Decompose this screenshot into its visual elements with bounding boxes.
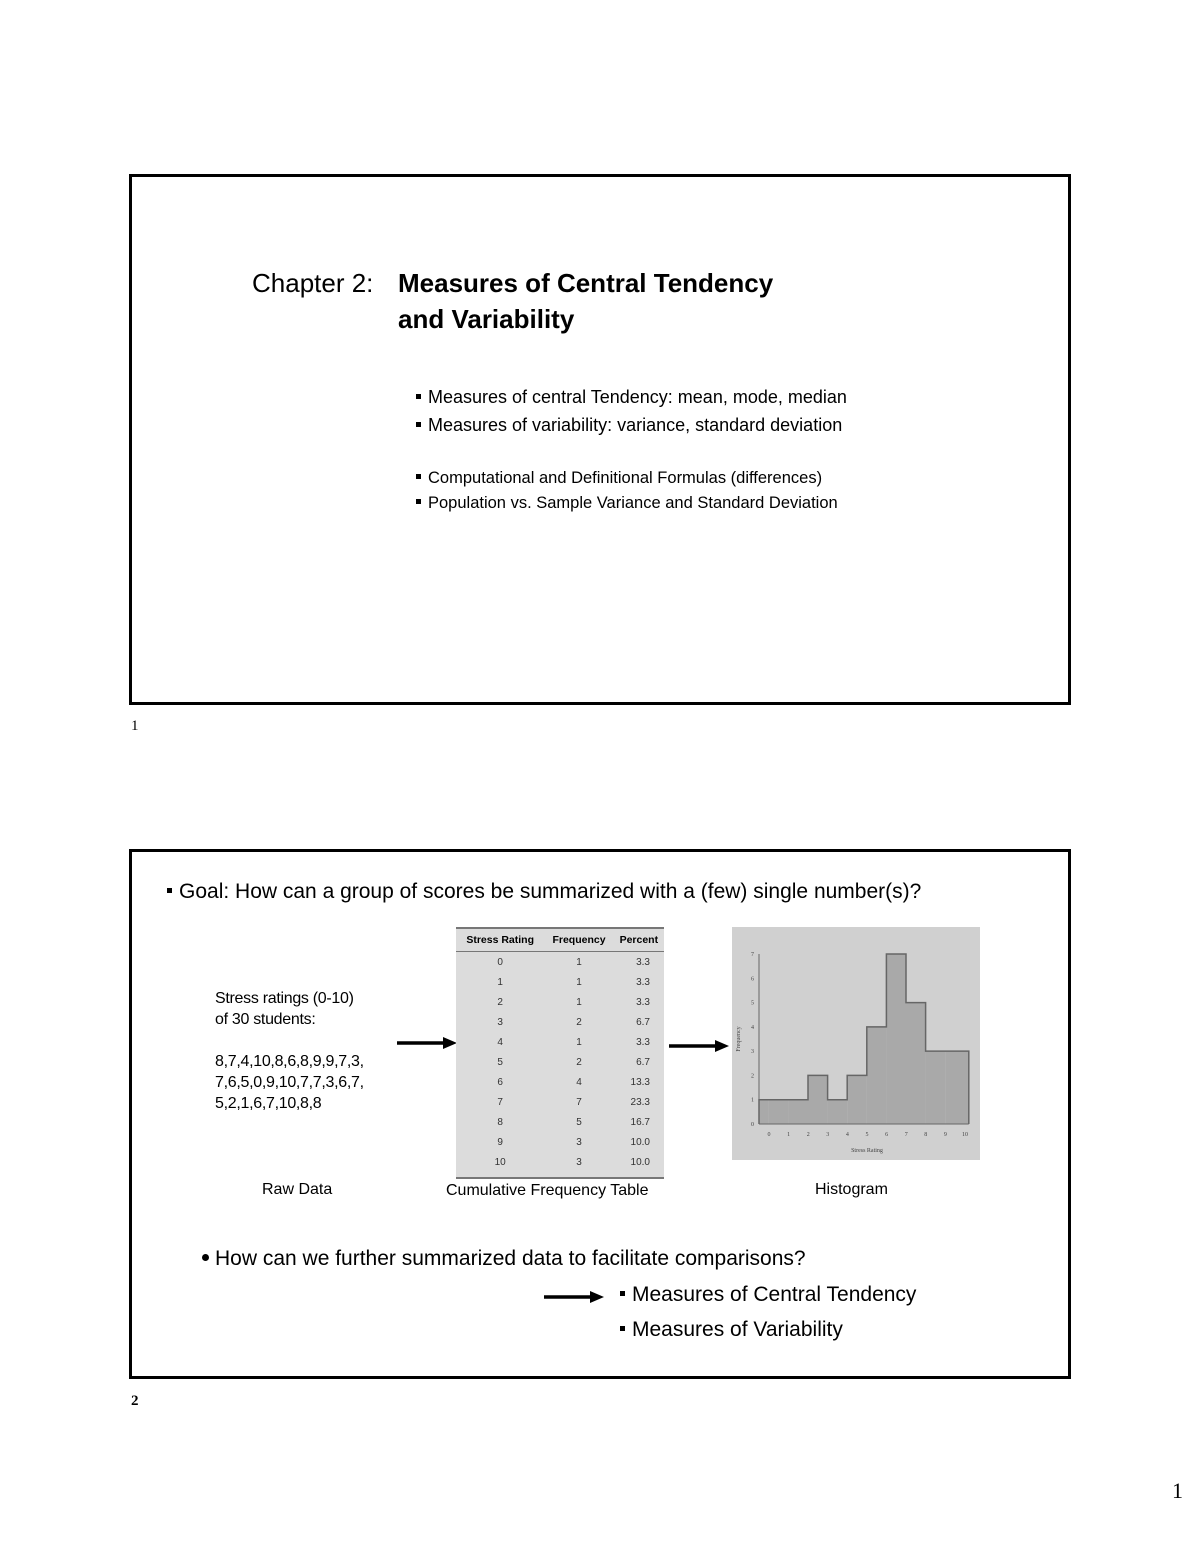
table-cell: 6.7: [636, 1057, 650, 1069]
raw-data-text: Stress ratings (0-10) of 30 students: 8,7,4,10,8,6,8,9,9,7,3, 7,6,5,0,9,10,7,7,3,6,7, 5,2,1,6,7,10,8,8: [215, 990, 364, 1112]
histogram-chart: [732, 927, 980, 1160]
table-header-cell: Percent: [614, 929, 664, 952]
table-cell: 10.0: [630, 1137, 650, 1149]
table-cell: 3.3: [636, 976, 650, 988]
y-tick-label: 3: [751, 1049, 754, 1056]
table-cell: 4: [576, 1077, 582, 1089]
slide-2: [129, 849, 1071, 1379]
table-cell: 2: [497, 996, 503, 1008]
frequency-table: [456, 927, 664, 1179]
table-row: [456, 1093, 664, 1113]
table-cell: 1: [497, 976, 503, 988]
table-cell: 3: [576, 1137, 582, 1149]
table-row: [456, 1133, 664, 1153]
x-tick-label: 7: [904, 1132, 908, 1138]
right-arrow-icon: [397, 1035, 459, 1051]
caption-histogram: Histogram: [815, 1181, 888, 1198]
x-tick-label: 10: [962, 1132, 968, 1138]
table-cell: 0: [497, 956, 503, 968]
title-line-1: Measures of Central Tendency: [398, 268, 774, 298]
table-row: [456, 1012, 664, 1032]
table-row: [456, 952, 664, 973]
table-cell: 2: [576, 1016, 582, 1028]
table-header-cell: Stress Rating: [456, 929, 544, 952]
histogram-bar: [769, 1100, 789, 1124]
slide-number-1: 1: [131, 718, 139, 734]
x-tick-label: 6: [885, 1132, 889, 1138]
x-tick-label: 5: [865, 1132, 869, 1138]
histogram-bar: [867, 1027, 887, 1124]
y-tick-label: 2: [751, 1073, 754, 1080]
x-tick-label: 2: [806, 1132, 810, 1138]
title-line-2: and Variability: [398, 304, 575, 334]
bullet-item: Computational and Definitional Formulas (differences): [416, 466, 838, 491]
histogram-bar: [828, 1100, 848, 1124]
table-row: [456, 1113, 664, 1133]
table-cell: 3.3: [636, 1036, 650, 1048]
table-cell: 3: [497, 1016, 503, 1028]
table-row: [456, 1153, 664, 1173]
question-bullet: How can we further summarized data to facilitate comparisons?: [202, 1247, 806, 1271]
table-cell: 3: [576, 1157, 582, 1169]
bullet-item: Measures of variability: variance, standard deviation: [416, 411, 847, 439]
sub-bullet-variability: Measures of Variability: [620, 1318, 843, 1342]
page-number: 1: [1172, 1478, 1183, 1503]
slide-number-2: 2: [131, 1393, 139, 1409]
histogram: [732, 927, 980, 1160]
histogram-bar: [788, 1100, 808, 1124]
y-tick-label: 1: [751, 1097, 754, 1104]
histogram-bar: [926, 1051, 946, 1124]
x-tick-label: 9: [943, 1132, 947, 1138]
table-cell: 23.3: [630, 1097, 650, 1109]
table-cell: 1: [576, 1036, 582, 1048]
bullet-list-b: [416, 466, 838, 516]
title-prefix: Chapter 2:: [252, 268, 374, 298]
square-bullet-icon: [167, 888, 172, 893]
y-tick-label: 5: [751, 1000, 754, 1007]
histogram-bar: [759, 1100, 769, 1124]
goal-bullet: Goal: How can a group of scores be summarized with a (few) single number(s)?: [167, 880, 921, 904]
table-cell: 13.3: [630, 1077, 650, 1089]
y-axis-label: Frequency: [736, 1026, 742, 1052]
square-bullet-icon: [416, 422, 421, 427]
table-row: [456, 972, 664, 992]
right-arrow-icon: [669, 1038, 731, 1054]
table-header-cell: Frequency: [544, 929, 613, 952]
table-cell: 4: [497, 1036, 503, 1048]
table-cell: 9: [497, 1137, 503, 1149]
sub-bullet-central-tendency: Measures of Central Tendency: [620, 1283, 916, 1307]
table-cell: 16.7: [630, 1117, 650, 1129]
square-bullet-icon: [620, 1326, 625, 1331]
round-bullet-icon: [202, 1254, 209, 1261]
table-cell: 1: [576, 976, 582, 988]
table-row: [456, 992, 664, 1012]
y-tick-label: 6: [751, 976, 754, 983]
table-row: [456, 1052, 664, 1072]
table-cell: 7: [497, 1097, 503, 1109]
square-bullet-icon: [416, 499, 421, 504]
table-cell: 5: [497, 1057, 503, 1069]
table-cell: 10: [494, 1157, 506, 1169]
table-cell: 6: [497, 1077, 503, 1089]
histogram-bar: [886, 954, 906, 1124]
square-bullet-icon: [416, 394, 421, 399]
table-cell: 1: [576, 996, 582, 1008]
y-tick-label: 0: [751, 1122, 754, 1128]
y-tick-label: 4: [751, 1024, 754, 1031]
right-arrow-icon: [544, 1289, 606, 1305]
y-tick-label: 7: [751, 952, 754, 958]
caption-table: Cumulative Frequency Table: [446, 1182, 649, 1199]
table-cell: 8: [497, 1117, 503, 1129]
table-cell: 7: [576, 1097, 582, 1109]
table-row: [456, 1032, 664, 1052]
histogram-bar: [808, 1075, 828, 1124]
x-tick-label: 1: [787, 1132, 791, 1138]
histogram-bar: [945, 1051, 969, 1124]
table-cell: 5: [576, 1117, 582, 1129]
bullet-list-a: [416, 383, 847, 439]
x-tick-label: 3: [826, 1132, 830, 1138]
square-bullet-icon: [416, 474, 421, 479]
table-cell: 2: [576, 1057, 582, 1069]
table-cell: 3.3: [636, 996, 650, 1008]
x-tick-label: 8: [924, 1132, 928, 1138]
slide-1: [129, 174, 1071, 705]
x-tick-label: 4: [845, 1132, 849, 1138]
table-cell: 3.3: [636, 956, 650, 968]
bullet-item: Population vs. Sample Variance and Standard Deviation: [416, 491, 838, 516]
table-cell: 6.7: [636, 1016, 650, 1028]
x-axis-label: Stress Rating: [851, 1148, 883, 1154]
caption-raw-data: Raw Data: [262, 1181, 333, 1198]
square-bullet-icon: [620, 1291, 625, 1296]
table-cell: 10.0: [630, 1157, 650, 1169]
table-row: [456, 1073, 664, 1093]
histogram-bar: [906, 1003, 926, 1124]
bullet-item: Measures of central Tendency: mean, mode, median: [416, 383, 847, 411]
table-cell: 1: [576, 956, 582, 968]
x-tick-label: 0: [767, 1132, 771, 1138]
histogram-bar: [847, 1075, 867, 1124]
